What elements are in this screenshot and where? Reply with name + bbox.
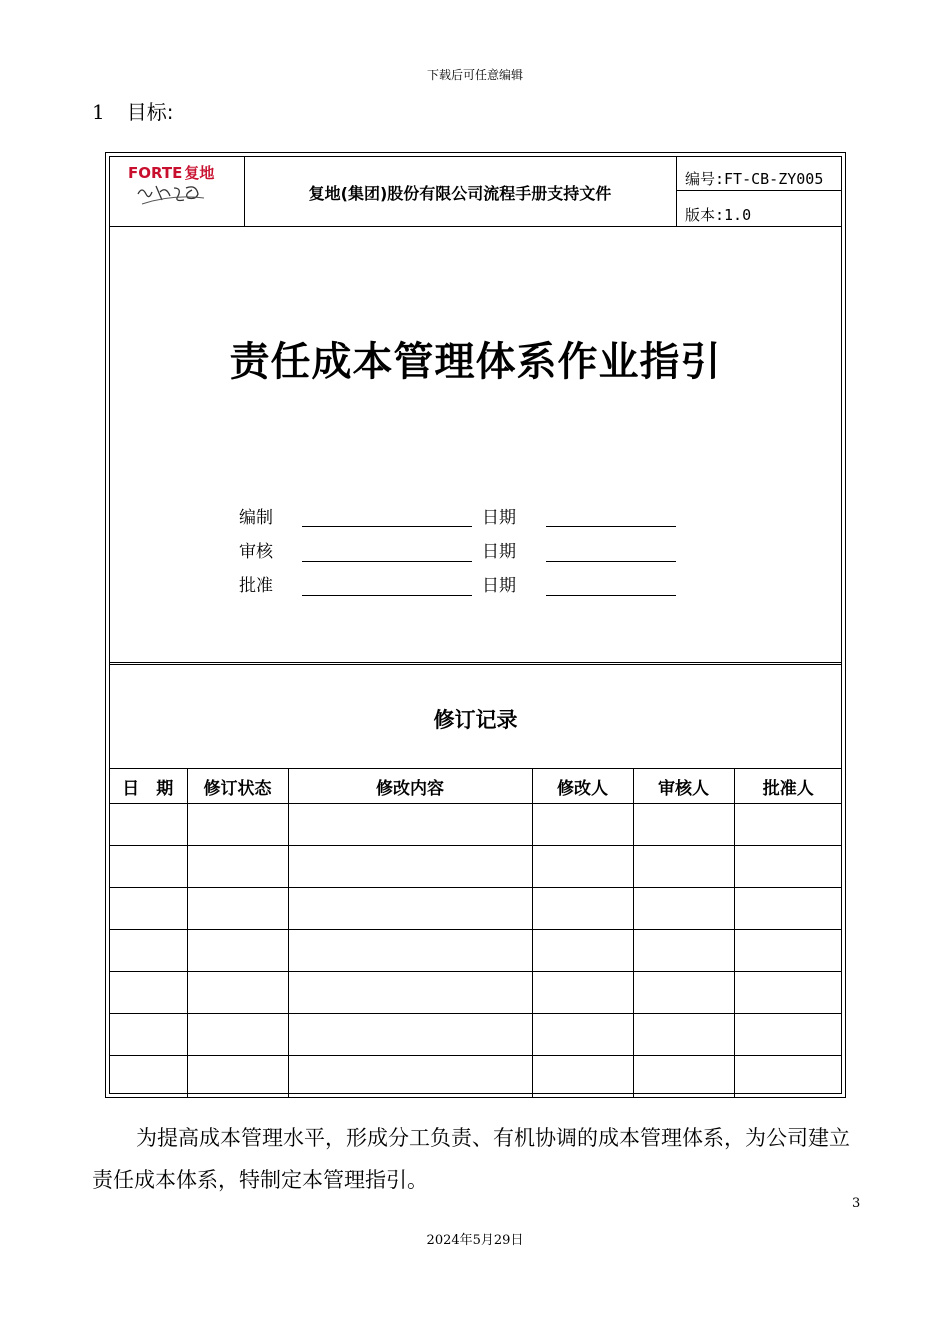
section-heading — [92, 96, 173, 125]
table-cell — [187, 1056, 288, 1098]
table-cell — [734, 888, 842, 930]
table-cell — [109, 1014, 187, 1056]
signoff-line — [302, 561, 472, 562]
table-cell — [109, 930, 187, 972]
table-cell — [187, 972, 288, 1014]
table-cell — [633, 888, 734, 930]
table-cell — [633, 972, 734, 1014]
header-divider — [109, 226, 842, 227]
table-cell — [187, 846, 288, 888]
table-cell — [532, 888, 633, 930]
signoff-role-review: 审核 — [239, 542, 273, 562]
code-divider — [676, 190, 842, 191]
org-title: 复地(集团)股份有限公司流程手册支持文件 — [308, 184, 612, 203]
signoff-date-line — [546, 595, 676, 596]
table-cell — [532, 1056, 633, 1098]
signoff-role-approve: 批准 — [239, 576, 273, 596]
col-reviewer: 审核人 — [633, 769, 734, 804]
table-row — [109, 888, 842, 930]
table-row — [109, 1056, 842, 1098]
table-cell — [288, 1014, 532, 1056]
table-cell — [532, 930, 633, 972]
table-cell — [532, 846, 633, 888]
signoff-line — [302, 526, 472, 527]
col-date: 日 期 — [109, 769, 187, 804]
table-cell — [532, 1014, 633, 1056]
table-cell — [187, 804, 288, 846]
col-status: 修订状态 — [187, 769, 288, 804]
table-cell — [633, 930, 734, 972]
document-code: 编号:FT-CB-ZY005 — [685, 170, 824, 188]
signoff-date-label: 日期 — [482, 576, 516, 596]
revision-table — [109, 768, 842, 1098]
table-cell — [734, 1056, 842, 1098]
section-title: 目标: — [126, 100, 174, 124]
table-cell — [288, 846, 532, 888]
signoff-date-line — [546, 561, 676, 562]
table-cell — [633, 846, 734, 888]
table-cell — [109, 804, 187, 846]
table-row — [109, 846, 842, 888]
col-modifier: 修改人 — [532, 769, 633, 804]
table-cell — [734, 846, 842, 888]
table-row — [109, 930, 842, 972]
table-cell — [288, 888, 532, 930]
table-cell — [109, 846, 187, 888]
logo-latin: FORTE — [128, 164, 183, 182]
table-cell — [734, 1014, 842, 1056]
section-divider — [109, 662, 842, 665]
revision-header-row — [109, 769, 842, 804]
table-cell — [633, 1014, 734, 1056]
table-cell — [288, 972, 532, 1014]
table-row — [109, 1014, 842, 1056]
table-cell — [734, 804, 842, 846]
table-cell — [288, 930, 532, 972]
col-content: 修改内容 — [288, 769, 532, 804]
body-paragraph: 为提高成本管理水平，形成分工负责、有机协调的成本管理体系，为公司建立责任成本体系，特制定本管理指引。 — [92, 1126, 850, 1192]
table-cell — [288, 804, 532, 846]
col-approver: 批准人 — [734, 769, 842, 804]
document-version: 版本:1.0 — [685, 206, 752, 224]
table-cell — [734, 930, 842, 972]
table-cell — [633, 804, 734, 846]
logo-signature-icon — [134, 178, 214, 210]
revision-title: 修订记录 — [433, 708, 518, 732]
header-note: 下载后可任意编辑 — [426, 68, 523, 82]
table-cell — [109, 1056, 187, 1098]
table-row — [109, 972, 842, 1014]
table-cell — [187, 888, 288, 930]
table-cell — [288, 1056, 532, 1098]
logo-cn: 复地 — [184, 164, 215, 182]
table-cell — [633, 1056, 734, 1098]
page-number: 3 — [852, 1196, 861, 1211]
footer-date: 2024年5月29日 — [426, 1233, 524, 1248]
table-cell — [109, 972, 187, 1014]
table-cell — [187, 930, 288, 972]
signoff-date-label: 日期 — [482, 508, 516, 528]
table-cell — [734, 972, 842, 1014]
table-cell — [109, 888, 187, 930]
signoff-date-line — [546, 526, 676, 527]
section-number: 1 — [92, 100, 105, 124]
document-title: 责任成本管理体系作业指引 — [229, 339, 722, 385]
table-cell — [532, 972, 633, 1014]
signoff-line — [302, 595, 472, 596]
signoff-role-compile: 编制 — [239, 508, 273, 528]
table-cell — [187, 1014, 288, 1056]
table-cell — [532, 804, 633, 846]
table-row — [109, 804, 842, 846]
signoff-date-label: 日期 — [482, 542, 516, 562]
